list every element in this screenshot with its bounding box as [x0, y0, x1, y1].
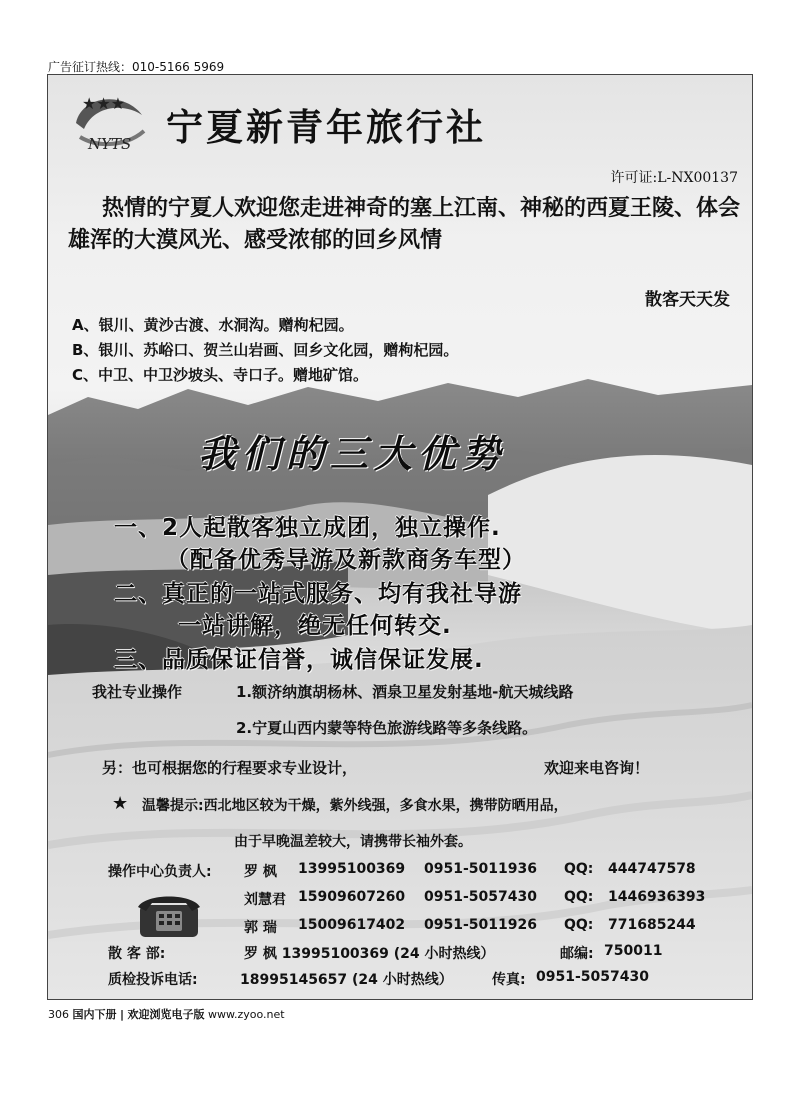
contact-name: 罗 枫 [244, 864, 277, 880]
qq-label: QQ: [564, 861, 594, 877]
daily-departures: 散客天天发 [645, 290, 730, 310]
logo-letters: NYTS [88, 135, 132, 153]
dept-contact: 罗 枫 13995100369 (24 小时热线） [244, 946, 495, 962]
contact-qq: 1446936393 [608, 889, 706, 905]
agency-name: 宁夏新青年旅行社 [166, 106, 486, 149]
page-footer [48, 1006, 285, 1022]
qq-label: QQ: [564, 889, 594, 905]
fax-number: 0951-5057430 [536, 969, 649, 985]
contact-mobile: 13995100369 [298, 861, 406, 877]
footer-divider: | [120, 1008, 125, 1021]
complaint-phone: 18995145657 (24 小时热线） [240, 972, 453, 988]
contact-name: 刘慧君 [244, 892, 286, 908]
complaint-label: 质检投诉电话: [108, 972, 198, 988]
contact-mobile: 15009617402 [298, 917, 406, 933]
fax-label: 传真: [492, 972, 526, 988]
route-item: B、银川、苏峪口、贺兰山岩画、回乡文化园，赠枸杞园。 [72, 341, 459, 359]
license-number: 许可证:L-NX00137 [610, 170, 738, 186]
consult-note: 欢迎来电咨询！ [544, 759, 650, 777]
advantage-note: （配备优秀导游及新款商务车型） [166, 547, 526, 573]
advantage-item: 二、真正的一站式服务、均有我社导游 [114, 581, 522, 607]
qq-label: QQ: [564, 917, 594, 933]
agency-logo-icon [70, 89, 150, 155]
contact-name: 郭 瑞 [244, 920, 277, 936]
contact-landline: 0951-5057430 [424, 889, 537, 905]
travel-tip: 温馨提示:西北地区较为干燥，紫外线强，多食水果，携带防晒用品， [142, 798, 568, 814]
manager-label: 操作中心负责人: [108, 864, 212, 880]
route-item: A、银川、黄沙古渡、水洞沟。赠枸杞园。 [72, 316, 354, 334]
advantage-item: 三、品质保证信誉，诚信保证发展. [114, 647, 484, 673]
advantage-item-cont: 一站讲解，绝无任何转交. [178, 613, 452, 639]
phone-icon [136, 891, 202, 941]
advertisement [47, 74, 753, 1000]
featured-route: 1.额济纳旗胡杨林、酒泉卫星发射基地-航天城线路 [236, 683, 574, 701]
route-list [72, 313, 458, 388]
custom-design-note: 另：也可根据您的行程要求专业设计， [102, 759, 358, 777]
section-name: 国内下册 [72, 1008, 117, 1021]
logo-stars: ★★★ [82, 94, 126, 113]
postcode: 750011 [604, 943, 663, 959]
contact-qq: 444747578 [608, 861, 696, 877]
dept-label: 散 客 部: [108, 946, 166, 962]
ad-hotline: 广告征订热线：010-5166 5969 [48, 60, 225, 74]
intro-text: 热情的宁夏人欢迎您走进神奇的塞上江南、神秘的西夏王陵、体会雄浑的大漠风光、感受浓郁的回乡风情 [68, 196, 741, 253]
featured-route: 2.宁夏山西内蒙等特色旅游线路等多条线路。 [236, 719, 538, 737]
travel-tip: 由于早晚温差较大，请携带长袖外套。 [234, 834, 472, 850]
advantages-title: 我们的三大优势 [198, 431, 507, 476]
route-item: C、中卫、中卫沙坡头、寺口子。赠地矿馆。 [72, 366, 369, 384]
advantage-item: 一、2人起散客独立成团，独立操作. [114, 515, 501, 541]
contact-qq: 771685244 [608, 917, 696, 933]
contact-landline: 0951-5011936 [424, 861, 537, 877]
postcode-label: 邮编: [560, 946, 594, 962]
featured-label: 我社专业操作 [92, 683, 183, 701]
footer-url[interactable]: www.zyoo.net [208, 1008, 285, 1021]
star-icon: ★ [112, 793, 129, 814]
footer-promo: 欢迎浏览电子版 [127, 1008, 205, 1021]
contact-mobile: 15909607260 [298, 889, 406, 905]
page-number: 306 [48, 1008, 69, 1021]
contact-landline: 0951-5011926 [424, 917, 537, 933]
